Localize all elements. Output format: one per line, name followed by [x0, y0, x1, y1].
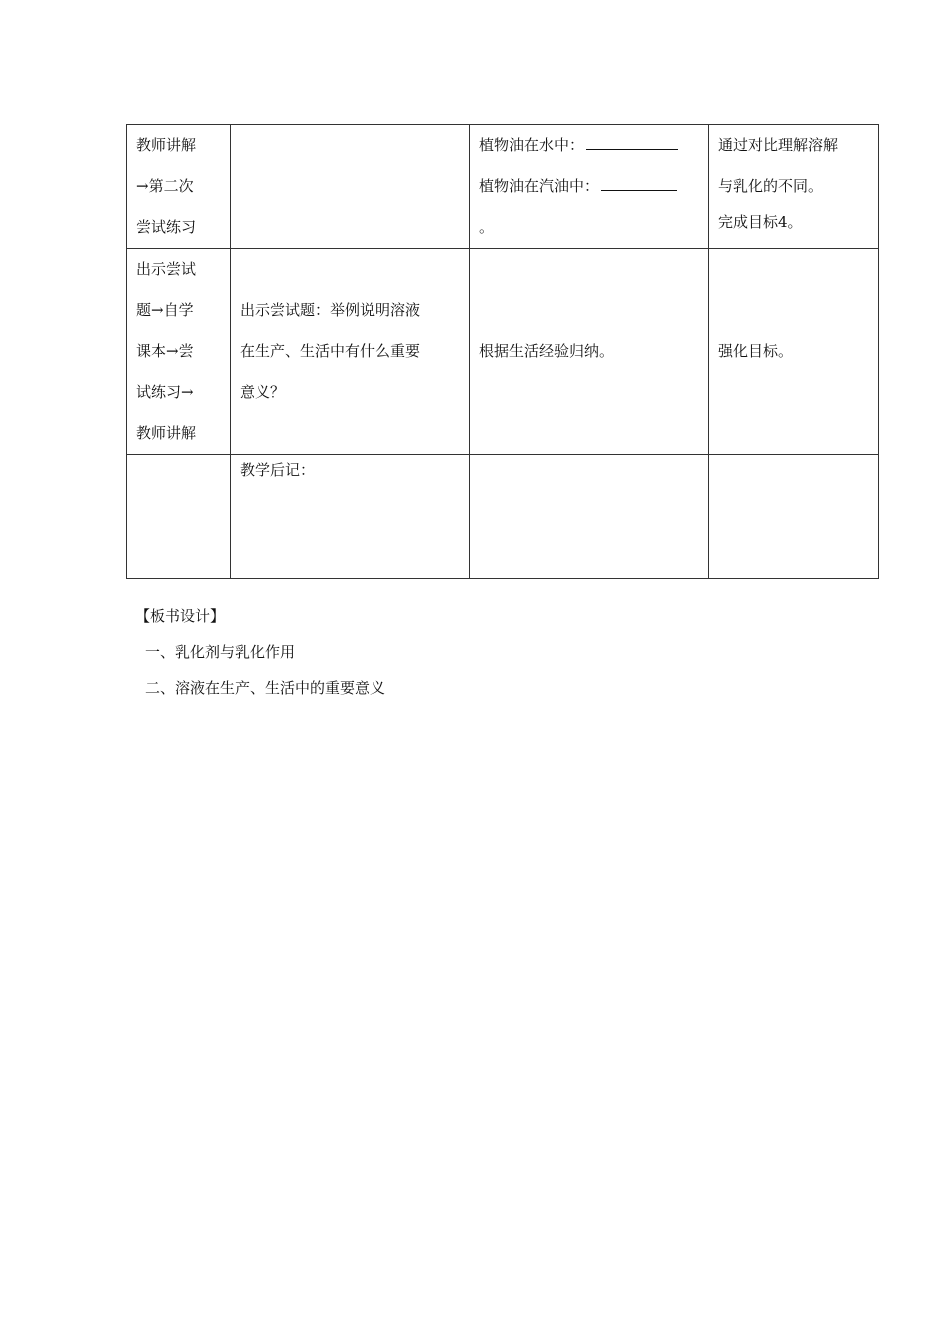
row2-teacher-line: 意义？	[240, 383, 286, 401]
row1-goal-cell	[709, 125, 879, 249]
row1-student-line: 植物油在水中：	[479, 125, 708, 166]
board-design	[135, 598, 386, 706]
answer-blank	[601, 170, 677, 191]
row2-goal-cell	[709, 249, 879, 455]
board-item: 一、乳化剂与乳化作用	[145, 643, 296, 661]
row1-step-line: 教师讲解	[136, 136, 197, 154]
row2-teacher-line: 在生产、生活中有什么重要	[240, 342, 421, 360]
row1-step-line: →第二次	[136, 177, 194, 195]
row2-student-cell	[470, 249, 709, 455]
row2-student-line: 根据生活经验归纳。	[479, 342, 615, 360]
row3-teacher-cell	[231, 455, 470, 579]
row1-goal-line: 与乳化的不同。	[718, 177, 824, 195]
row2-step-line: 题→自学	[136, 301, 194, 319]
row2-teacher-cell	[231, 249, 470, 455]
row2-step-line: 课本→尝	[136, 342, 194, 360]
table-row	[127, 249, 879, 455]
table-row	[127, 125, 879, 249]
row1-step-line: 尝试练习	[136, 218, 197, 236]
row3-student-cell	[470, 455, 709, 579]
row1-student-line: 。	[479, 218, 495, 236]
row1-goal-line: 完成目标4。	[718, 213, 803, 231]
row1-teacher-cell	[231, 125, 470, 249]
row3-step-cell	[127, 455, 231, 579]
row1-step-cell	[127, 125, 231, 249]
board-title: 【板书设计】	[135, 607, 226, 625]
board-item: 二、溶液在生产、生活中的重要意义	[145, 679, 386, 697]
table-row	[127, 455, 879, 579]
row2-step-line: 出示尝试	[136, 260, 197, 278]
row2-teacher-line: 出示尝试题：举例说明溶液	[240, 301, 421, 319]
row3-teacher-line: 教学后记：	[240, 461, 316, 479]
row2-step-line: 试练习→	[136, 383, 194, 401]
lesson-table	[126, 124, 879, 579]
row2-step-cell	[127, 249, 231, 455]
answer-blank	[586, 129, 678, 150]
row3-goal-cell	[709, 455, 879, 579]
row2-goal-line: 强化目标。	[718, 342, 794, 360]
row1-goal-line: 通过对比理解溶解	[718, 136, 839, 154]
row1-student-cell	[470, 125, 709, 249]
row1-student-line: 植物油在汽油中：	[479, 166, 708, 207]
row2-step-line: 教师讲解	[136, 424, 197, 442]
